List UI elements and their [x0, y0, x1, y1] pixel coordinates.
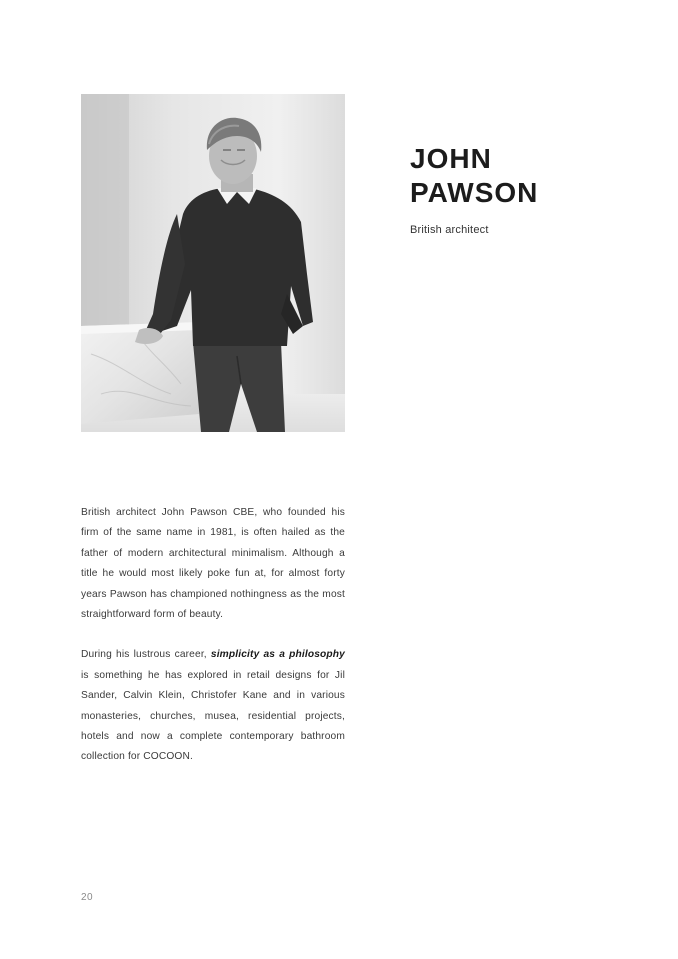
bio-paragraph-1: British architect John Pawson CBE, who founded his firm of the same name in 1981, is often hailed as the father of modern architectural minimalism. Although a title he would most likely poke fun at, for almost forty years Pawson has championed nothingness as the most straightforward form of beauty.: [81, 507, 345, 621]
portrait-photo: [81, 94, 345, 432]
name-line-last: PAWSON: [410, 177, 539, 208]
person-name: [410, 142, 538, 210]
biography: [81, 503, 345, 788]
bio-paragraph-2: [81, 645, 345, 767]
person-role: British architect: [410, 224, 489, 236]
bio-paragraph-2-start: During his lustrous career,: [81, 649, 211, 661]
bio-paragraph-2-end: is something he has explored in retail designs for Jil Sander, Calvin Klein, Christofer Kane and in various monasteries, churches, musea, residential projects, hotels and now a complete contemporary bathroom collection for COCOON.: [81, 669, 345, 763]
page-number: 20: [81, 892, 94, 903]
bio-emphasis: simplicity as a philosophy: [210, 649, 345, 661]
name-line-first: JOHN: [410, 143, 492, 174]
